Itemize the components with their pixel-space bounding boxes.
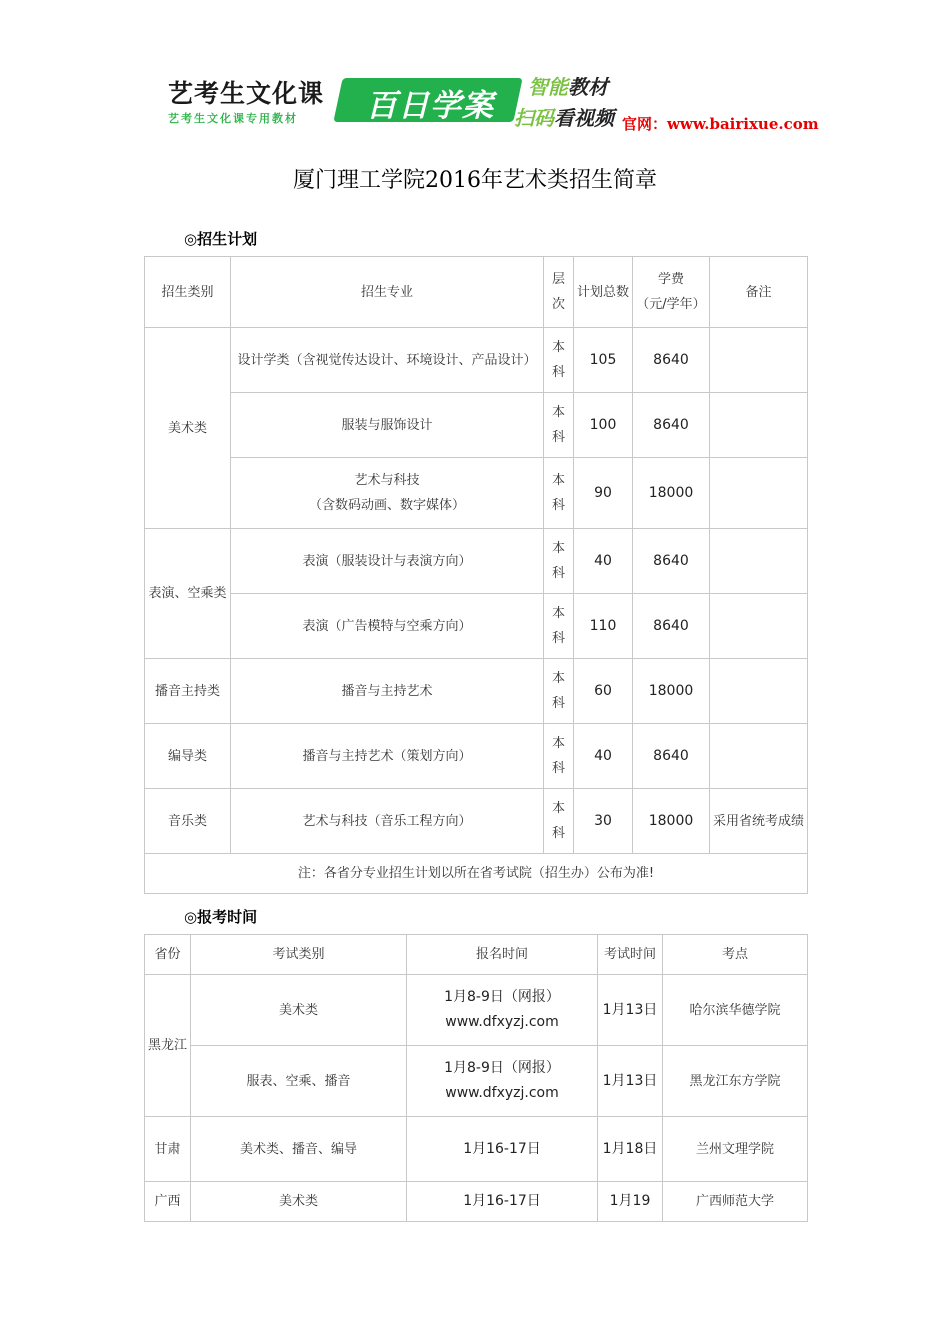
exam-site-cell: 广西师范大学 xyxy=(663,1182,808,1222)
note-cell xyxy=(710,594,808,659)
table-row xyxy=(145,393,808,458)
header-exam-site: 考点 xyxy=(663,935,808,975)
level-cell: 本科 xyxy=(544,594,574,659)
major-cell: 表演（广告模特与空乘方向） xyxy=(231,594,544,659)
logo-subtitle: 艺考生文化课专用教材 xyxy=(168,112,298,125)
exam-type-cell: 美术类、播音、编导 xyxy=(191,1117,407,1182)
level-cell: 本科 xyxy=(544,458,574,529)
table-row xyxy=(145,328,808,393)
quota-cell: 60 xyxy=(574,659,633,724)
note-cell xyxy=(710,393,808,458)
header-exam-type: 考试类别 xyxy=(191,935,407,975)
page-title: 厦门理工学院2016年艺术类招生简章 xyxy=(293,168,657,193)
plan-footnote: 注：各省分专业招生计划以所在省考试院（招生办）公布为准! xyxy=(145,854,808,894)
major-cell: 服装与服饰设计 xyxy=(231,393,544,458)
table-row xyxy=(145,1117,808,1182)
fee-cell: 8640 xyxy=(633,328,710,393)
level-cell: 本科 xyxy=(544,529,574,594)
quota-cell: 110 xyxy=(574,594,633,659)
major-cell: 艺术与科技 （含数码动画、数字媒体） xyxy=(231,458,544,529)
header-major: 招生专业 xyxy=(231,257,544,328)
table-row xyxy=(145,724,808,789)
section-heading-schedule: ◎报考时间 xyxy=(184,908,258,926)
table-row xyxy=(145,659,808,724)
category-cell: 编导类 xyxy=(145,724,231,789)
logo-tagline-2: 扫码看视频 xyxy=(514,106,614,130)
header-registration: 报名时间 xyxy=(407,935,598,975)
logo-title: 艺考生文化课 xyxy=(168,79,325,108)
level-cell: 本科 xyxy=(544,659,574,724)
fee-cell: 8640 xyxy=(633,529,710,594)
header-fee: 学费 （元/学年） xyxy=(633,257,710,328)
footnote-row xyxy=(145,854,808,894)
category-cell: 音乐类 xyxy=(145,789,231,854)
registration-cell: 1月8-9日（网报） www.dfxyzj.com xyxy=(407,1046,598,1117)
fee-cell: 18000 xyxy=(633,789,710,854)
fee-cell: 8640 xyxy=(633,724,710,789)
level-cell: 本科 xyxy=(544,789,574,854)
quota-cell: 100 xyxy=(574,393,633,458)
quota-cell: 105 xyxy=(574,328,633,393)
quota-cell: 40 xyxy=(574,724,633,789)
province-cell: 甘肃 xyxy=(145,1117,191,1182)
header-quota: 计划总数 xyxy=(574,257,633,328)
registration-cell: 1月8-9日（网报） www.dfxyzj.com xyxy=(407,975,598,1046)
exam-date-cell: 1月18日 xyxy=(598,1117,663,1182)
exam-type-cell: 服表、空乘、播音 xyxy=(191,1046,407,1117)
registration-link[interactable]: www.dfxyzj.com xyxy=(445,1014,559,1030)
note-cell: 采用省统考成绩 xyxy=(710,789,808,854)
quota-cell: 40 xyxy=(574,529,633,594)
registration-link[interactable]: www.dfxyzj.com xyxy=(445,1085,559,1101)
exam-date-cell: 1月19 xyxy=(598,1182,663,1222)
category-cell: 美术类 xyxy=(145,328,231,529)
major-cell: 艺术与科技（音乐工程方向） xyxy=(231,789,544,854)
exam-date-cell: 1月13日 xyxy=(598,975,663,1046)
table-row xyxy=(145,1182,808,1222)
header-note: 备注 xyxy=(710,257,808,328)
fee-cell: 18000 xyxy=(633,659,710,724)
fee-cell: 18000 xyxy=(633,458,710,529)
fee-cell: 8640 xyxy=(633,393,710,458)
header-level: 层次 xyxy=(544,257,574,328)
header-exam-date: 考试时间 xyxy=(598,935,663,975)
province-cell: 广西 xyxy=(145,1182,191,1222)
quota-cell: 90 xyxy=(574,458,633,529)
exam-date-cell: 1月13日 xyxy=(598,1046,663,1117)
exam-site-cell: 哈尔滨华德学院 xyxy=(663,975,808,1046)
fee-cell: 8640 xyxy=(633,594,710,659)
exam-site-cell: 兰州文理学院 xyxy=(663,1117,808,1182)
exam-type-cell: 美术类 xyxy=(191,975,407,1046)
note-cell xyxy=(710,328,808,393)
major-cell: 表演（服装设计与表演方向） xyxy=(231,529,544,594)
registration-cell: 1月16-17日 xyxy=(407,1182,598,1222)
major-cell: 播音与主持艺术 xyxy=(231,659,544,724)
header-banner xyxy=(160,66,820,146)
table-row xyxy=(145,975,808,1046)
table-row xyxy=(145,1046,808,1117)
header-category: 招生类别 xyxy=(145,257,231,328)
level-cell: 本科 xyxy=(544,393,574,458)
table-header-row xyxy=(145,257,808,328)
level-cell: 本科 xyxy=(544,328,574,393)
table-row xyxy=(145,594,808,659)
table-header-row xyxy=(145,935,808,975)
table-row xyxy=(145,458,808,529)
registration-cell: 1月16-17日 xyxy=(407,1117,598,1182)
category-cell: 表演、空乘类 xyxy=(145,529,231,659)
table-row xyxy=(145,789,808,854)
logo-box-text: 百日学案 xyxy=(366,88,494,124)
level-cell: 本科 xyxy=(544,724,574,789)
province-cell: 黑龙江 xyxy=(145,975,191,1117)
exam-type-cell: 美术类 xyxy=(191,1182,407,1222)
note-cell xyxy=(710,458,808,529)
note-cell xyxy=(710,659,808,724)
exam-schedule-table xyxy=(144,934,808,1222)
note-cell xyxy=(710,529,808,594)
exam-site-cell: 黑龙江东方学院 xyxy=(663,1046,808,1117)
major-cell: 设计学类（含视觉传达设计、环境设计、产品设计） xyxy=(231,328,544,393)
website-link[interactable]: 官网：www.bairixue.com xyxy=(622,115,819,133)
header-province: 省份 xyxy=(145,935,191,975)
logo-tagline-1: 智能教材 xyxy=(528,75,608,99)
major-cell: 播音与主持艺术（策划方向） xyxy=(231,724,544,789)
enrollment-plan-table xyxy=(144,256,808,894)
note-cell xyxy=(710,724,808,789)
quota-cell: 30 xyxy=(574,789,633,854)
section-heading-plan: ◎招生计划 xyxy=(184,230,258,248)
category-cell: 播音主持类 xyxy=(145,659,231,724)
table-row xyxy=(145,529,808,594)
